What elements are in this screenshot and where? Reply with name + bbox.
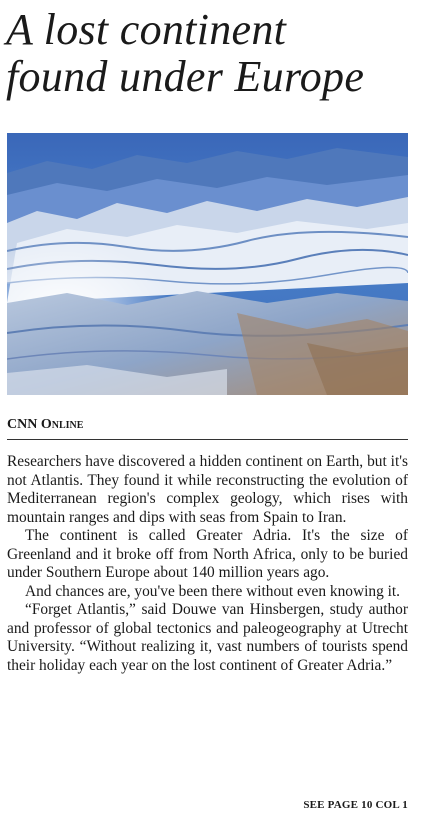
paragraph: The continent is called Greater Adria. It's the size of Greenland and it broke off from North Africa, only to be buried under Southern Europe about 140 million years ago.	[7, 527, 408, 581]
headline-line-1: A lost continent	[6, 5, 287, 54]
paragraph: “Forget Atlantis,” said Douwe van Hinsbergen, study author and professor of global tectonics and paleogeography at Utrecht University. “Without realizing it, vast numbers of tourists spend their holiday each year on the lost continent of Greater Adria.”	[7, 601, 408, 674]
byline: CNN Online	[7, 417, 84, 432]
headline-line-2: found under Europe	[6, 52, 365, 101]
byline-rule	[7, 439, 408, 440]
paragraph: And chances are, you've been there without even knowing it.	[25, 582, 401, 600]
article-body	[7, 453, 408, 675]
aerial-mountain-photo	[7, 133, 408, 395]
continued-on-page: SEE PAGE 10 COL 1	[303, 799, 408, 811]
headline	[6, 6, 416, 100]
paragraph: Researchers have discovered a hidden continent on Earth, but it's not Atlantis. They found it while reconstructing the evolution of Mediterranean region's complex geology, which rises with mountain ranges and dips with seas from Spain to Iran.	[7, 453, 408, 526]
